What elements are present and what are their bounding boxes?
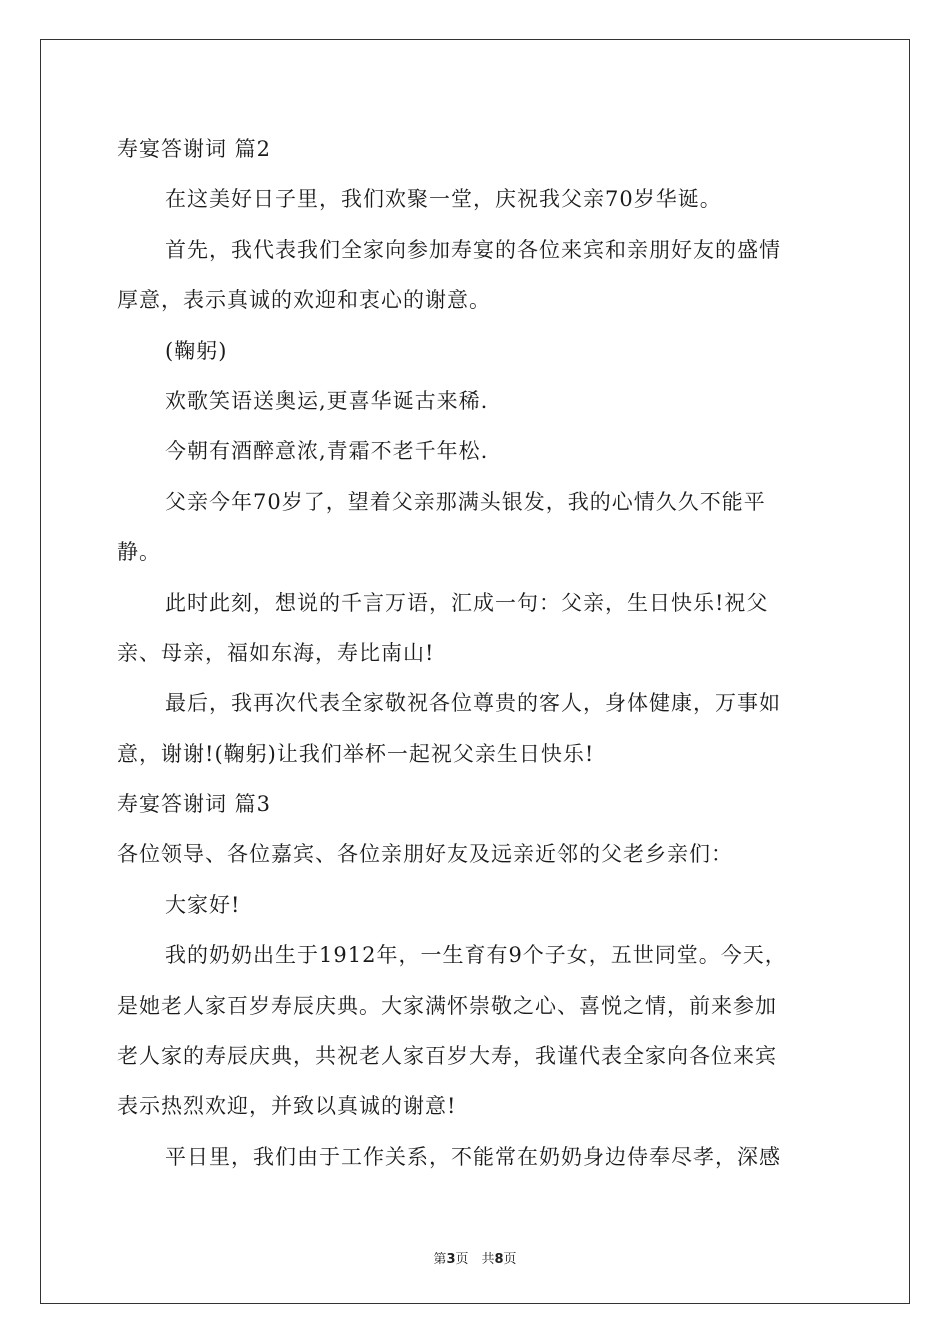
paragraph-line: 我的奶奶出生于1912年，一生育有9个子女，五世同堂。今天， xyxy=(165,943,787,968)
page-number xyxy=(0,1248,950,1267)
paragraph-line: 意，谢谢!(鞠躬)让我们举杯一起祝父亲生日快乐! xyxy=(117,741,595,766)
paragraph-line: 平日里，我们由于工作关系，不能常在奶奶身边侍奉尽孝，深感 xyxy=(165,1144,781,1169)
paragraph-line: 最后，我再次代表全家敬祝各位尊贵的客人，身体健康，万事如 xyxy=(165,691,781,716)
page-prefix: 第 xyxy=(433,1252,447,1267)
paragraph-line: 欢歌笑语送奥运,更喜华诞古来稀. xyxy=(165,388,489,413)
document-body xyxy=(117,124,837,1182)
page-current: 3 xyxy=(446,1252,456,1267)
page-suffix: 页 xyxy=(503,1252,517,1267)
paragraph-line: 在这美好日子里，我们欢聚一堂，庆祝我父亲70岁华诞。 xyxy=(165,187,722,212)
paragraph-line: (鞠躬) xyxy=(165,338,228,363)
section-heading: 寿宴答谢词 篇3 xyxy=(117,792,272,817)
paragraph-line: 厚意，表示真诚的欢迎和衷心的谢意。 xyxy=(117,288,491,313)
paragraph-line: 此时此刻，想说的千言万语，汇成一句：父亲，生日快乐!祝父 xyxy=(165,590,769,615)
paragraph-line: 亲、母亲，福如东海，寿比南山! xyxy=(117,640,435,665)
salutation-line: 各位领导、各位嘉宾、各位亲朋好友及远亲近邻的父老乡亲们： xyxy=(117,842,733,867)
page-total: 8 xyxy=(494,1252,504,1267)
paragraph-line: 父亲今年70岁了，望着父亲那满头银发，我的心情久久不能平 xyxy=(165,489,766,514)
paragraph-line: 首先，我代表我们全家向参加寿宴的各位来宾和亲朋好友的盛情 xyxy=(165,237,781,262)
paragraph-line: 是她老人家百岁寿辰庆典。大家满怀崇敬之心、喜悦之情，前来参加 xyxy=(117,993,777,1018)
paragraph-line: 老人家的寿辰庆典，共祝老人家百岁大寿，我谨代表全家向各位来宾 xyxy=(117,1044,777,1069)
section-heading: 寿宴答谢词 篇2 xyxy=(117,137,272,161)
page-mid: 页 共 xyxy=(455,1252,495,1267)
paragraph-line: 静。 xyxy=(117,540,161,565)
paragraph-line: 表示热烈欢迎，并致以真诚的谢意! xyxy=(117,1094,457,1119)
paragraph-line: 今朝有酒醉意浓,青霜不老千年松. xyxy=(165,439,489,464)
paragraph-line: 大家好! xyxy=(165,892,241,917)
